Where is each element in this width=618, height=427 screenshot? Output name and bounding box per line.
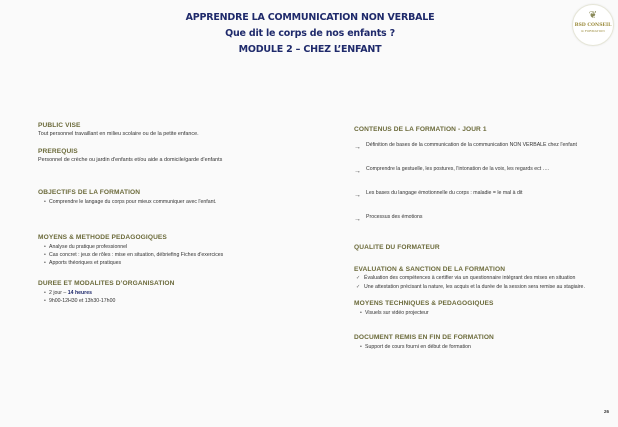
document-title bbox=[150, 10, 470, 58]
duration-hours: 14 heures bbox=[67, 290, 92, 296]
bullet-icon: • bbox=[44, 252, 46, 258]
title-line-2: Que dit le corps de nos enfants ? bbox=[225, 28, 395, 39]
arrow-right-icon: → bbox=[354, 192, 361, 199]
arrow-right-icon: → bbox=[354, 216, 361, 223]
check-icon: ✓ bbox=[356, 284, 361, 290]
right-column bbox=[354, 126, 604, 351]
check-icon: ✓ bbox=[356, 275, 361, 281]
moyens-list bbox=[44, 243, 318, 267]
techniques-heading: MOYENS TECHNIQUES & PEDAGOGIQUES bbox=[354, 300, 494, 307]
bullet-icon: • bbox=[360, 310, 362, 316]
list-item: • Visuels sur vidéo projecteur bbox=[360, 310, 429, 316]
contenus-heading: CONTENUS DE LA FORMATION - JOUR 1 bbox=[354, 126, 487, 133]
list-item: → Comprendre la gestuelle, les postures, l'intonation de la voix, les regards ect …. bbox=[354, 166, 550, 175]
moyens-heading: MOYENS & METHODE PEDAGOGIQUES bbox=[38, 234, 167, 241]
bullet-icon: • bbox=[44, 199, 46, 205]
techniques-list bbox=[360, 309, 604, 317]
list-item: • Apports théoriques et pratiques bbox=[44, 260, 122, 266]
public-text: Tout personnel travaillant en milieu scolaire ou de la petite enfance. bbox=[38, 131, 199, 137]
duree-list bbox=[44, 289, 318, 305]
objectifs-list bbox=[44, 198, 318, 206]
plant-icon: ❦ bbox=[588, 10, 598, 21]
prerequis-heading: PREREQUIS bbox=[38, 148, 78, 155]
page-number: 26 bbox=[604, 409, 610, 414]
list-item: • Comprendre le langage du corps pour mieux communiquer avec l'enfant. bbox=[44, 199, 217, 205]
bullet-icon: • bbox=[44, 298, 46, 304]
left-column bbox=[38, 122, 318, 305]
list-item: • Support de cours fourni en début de formation bbox=[360, 344, 471, 350]
list-item: • Cas concret : jeux de rôles : mise en situation, débriefing Fiches d'exercices bbox=[44, 252, 224, 258]
logo-subtitle: & FORMATION bbox=[581, 29, 605, 33]
company-logo bbox=[572, 4, 614, 46]
list-item: ✓ Évaluation des compétences à certifier via un questionnaire intégrant des mises en situation bbox=[356, 275, 576, 281]
evaluation-heading: EVALUATION & SANCTION DE LA FORMATION bbox=[354, 266, 506, 273]
document-heading: DOCUMENT REMIS EN FIN DE FORMATION bbox=[354, 334, 494, 341]
list-item: • 2 jour – 14 heures bbox=[44, 290, 92, 296]
list-item: • Analyse du pratique professionnel bbox=[44, 244, 128, 250]
document-list bbox=[360, 343, 604, 351]
title-line-3: MODULE 2 – CHEZ L’ENFANT bbox=[238, 44, 382, 55]
list-item: → Définition de bases de la communication de la communication NON VERBALE chez l'enfant bbox=[354, 142, 577, 151]
logo-name: BSD CONSEIL bbox=[574, 23, 612, 28]
bullet-icon: • bbox=[44, 260, 46, 266]
arrow-right-icon: → bbox=[354, 144, 361, 151]
objectifs-heading: OBJECTIFS DE LA FORMATION bbox=[38, 189, 141, 196]
qualite-heading: QUALITE DU FORMATEUR bbox=[354, 244, 440, 251]
prerequis-text: Personnel de crèche ou jardin d'enfants et/ou aide a domicile/garde d'enfants bbox=[38, 157, 223, 163]
public-heading: PUBLIC VISE bbox=[38, 122, 81, 129]
list-item: • 9h00-12H30 et 13h30-17h00 bbox=[44, 298, 116, 304]
list-item: → Processus des émotions bbox=[354, 214, 423, 223]
arrow-right-icon: → bbox=[354, 168, 361, 175]
bullet-icon: • bbox=[44, 244, 46, 250]
duree-heading: DUREE ET MODALITES D’ORGANISATION bbox=[38, 280, 175, 287]
bullet-icon: • bbox=[44, 290, 46, 296]
list-item: ✓ Une attestation précisant la nature, les acquis et la durée de la session sera remise au stagiaire. bbox=[356, 284, 585, 290]
title-line-1: APPRENDRE LA COMMUNICATION NON VERBALE bbox=[185, 12, 435, 23]
list-item: → Les bases du langage émotionnelle du corps : maladie = le mal à dit bbox=[354, 190, 523, 199]
bullet-icon: • bbox=[360, 344, 362, 350]
